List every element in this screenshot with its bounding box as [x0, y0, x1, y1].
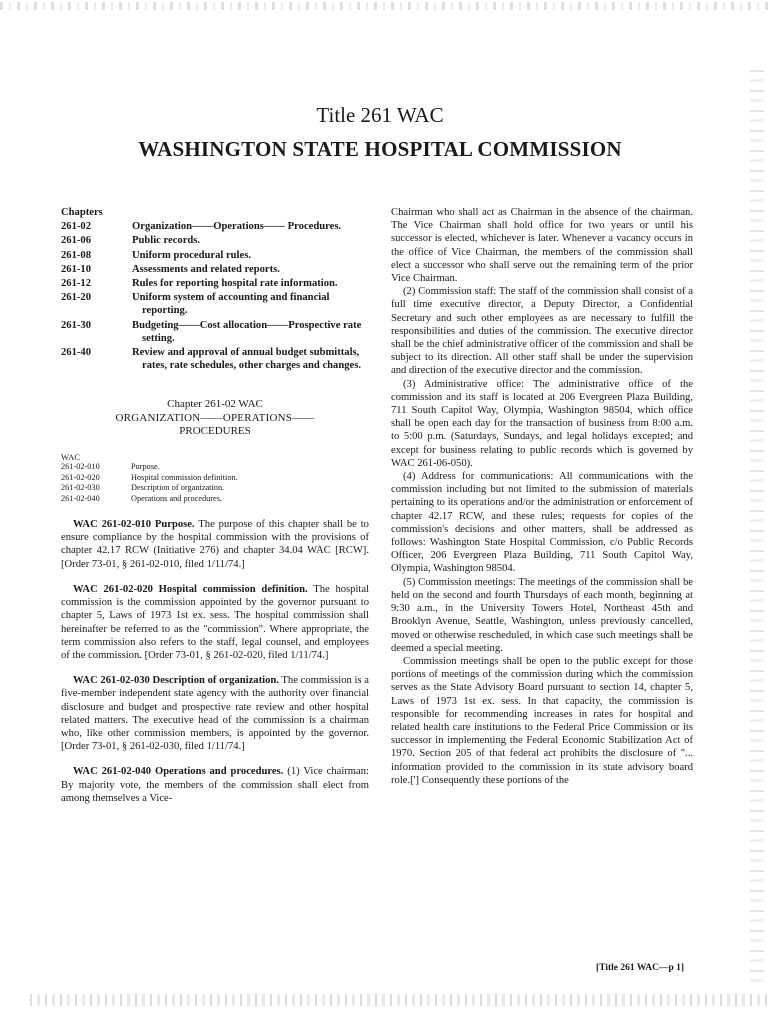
- section-text: The purpose of this chapter shall be to ensure compliance by the hospital commission with the provisions of chapter 42.17 RCW (Initiative 276) and chapter 34.04 WAC [RCW]. [Order 73-01, § 261-02-010, filed 1/11/74.]: [61, 519, 369, 570]
- toc-title: Description of organization.: [131, 483, 225, 493]
- toc-row: [61, 462, 369, 472]
- chapter-title: Public records.: [132, 235, 201, 247]
- chapter-title: Budgeting——Cost allocation——Prospective rate setting.: [132, 319, 362, 344]
- chapter-row: [61, 291, 369, 317]
- chapter-row: [61, 319, 369, 345]
- toc-number: 261-02-040: [61, 493, 100, 503]
- chapter-title: Organization——Operations—— Procedures.: [132, 221, 342, 233]
- chapter-row: [61, 234, 369, 247]
- chapter-row: [61, 277, 369, 290]
- toc-title: Operations and procedures.: [131, 493, 223, 503]
- toc-number: 261-02-030: [61, 483, 100, 493]
- chapter-heading-line-1: Chapter 261-02 WAC: [167, 398, 263, 411]
- section-id: WAC 261-02-030 Description of organization.: [73, 675, 279, 687]
- section-text: The commission is a five-member independent state agency with the authority over financial disclosure and budget and prospective rate review and other hospital related matters. The executive head of the commission is a chairman who, like other commission members, is appointed by the governor. [Order 73-01, § 261-02-030, filed 1/11/74.]: [61, 675, 369, 753]
- chapter-row: [61, 346, 369, 372]
- title-line-2: WASHINGTON STATE HOSPITAL COMMISSION: [138, 137, 622, 161]
- title-line-1: Title 261 WAC: [316, 103, 444, 127]
- chapter-number: 261-12: [61, 278, 92, 290]
- chapter-title: Review and approval of annual budget submittals, rates, rate schedules, other charges and changes.: [132, 347, 362, 372]
- chapter-number: 261-02: [61, 221, 92, 233]
- body-paragraph: (5) Commission meetings: The meetings of the commission shall be held on the second and fourth Thursdays of each month, beginning at 9:30 a.m., in the University Towers Hotel, Northeast 45th and Brooklyn Avenue, Seattle, Washington, unless previously cancelled, moved or otherwise rescheduled, in which case such meetings shall be deemed a special meeting.: [391, 576, 693, 654]
- scan-artifact-top: [0, 2, 770, 10]
- chapter-title: Assessments and related reports.: [132, 263, 280, 275]
- left-column: [61, 206, 369, 805]
- toc-number: 261-02-020: [61, 472, 100, 482]
- chapter-number: 261-06: [61, 235, 92, 247]
- section-paragraph: [61, 518, 369, 571]
- toc-heading: WAC: [61, 452, 81, 463]
- section-text: The hospital commission is the commission appointed by the governor pursuant to chapter 5, Laws of 1973 1st ex. sess. The hospital commission shall hereinafter be referred to as the "commission". Where appropriate, the term commission also refers to the staff, legal counsel, and employees of the commission. [Order 73-01, § 261-02-020, filed 1/11/74.]: [61, 583, 370, 661]
- chapter-row: [61, 249, 369, 262]
- chapter-heading-line-2: ORGANIZATION——OPERATIONS——: [115, 411, 315, 424]
- chapters-list: [61, 220, 369, 372]
- chapter-number: 261-20: [61, 292, 92, 304]
- chapter-row: [61, 220, 369, 233]
- toc-number: 261-02-010: [61, 462, 100, 472]
- right-column: [391, 206, 693, 787]
- body-paragraph: (4) Address for communications: All communications with the commission including but not limited to the submission of materials pertaining to its operations and/or the administration or enforcement of chapter 42.17 RCW, and these rules; requests for copies of the commission's decisions and other matters, shall be addressed as follows: Washington State Hospital Commission, c/o Public Records Officer, 206 Evergreen Plaza Building, 711 South Capitol Way, Olympia, Washington 98504.: [391, 471, 693, 575]
- chapter-number: 261-30: [61, 319, 92, 331]
- section-paragraph: [61, 674, 369, 753]
- chapter-row: [61, 263, 369, 276]
- chapters-heading: Chapters: [61, 207, 103, 218]
- toc-row: [61, 473, 369, 483]
- page-footer: [Title 261 WAC—p 1]: [596, 963, 685, 973]
- body-paragraph: Commission meetings shall be open to the public except for those portions of meetings of the commission during which the commission serves as the State Advisory Board pursuant to section 14, chapter 5, Laws of 1973 1st ex. sess. In that capacity, the commission is responsible for recommending increases in rates for hospital and related health care institutions to the Federal Price Commission or its successor in implementing the Federal Economic Stabilization Act of 1970. Section 205 of that federal act prohibits the disclosure of "... information provided to the commission in its state advisory board role.['] Consequently these portions of the: [391, 655, 693, 786]
- chapter-number: 261-08: [61, 249, 92, 261]
- chapter-title: Uniform procedural rules.: [132, 249, 251, 261]
- chapter-heading-line-3: PROCEDURES: [179, 424, 251, 437]
- section-paragraph: [61, 583, 369, 662]
- scan-artifact-right: [750, 70, 764, 990]
- chapter-title: Rules for reporting hospital rate information.: [132, 278, 338, 290]
- section-toc: [61, 452, 369, 504]
- section-text: (1) Vice chairman: By majority vote, the members of the commission shall elect from among themselves a Vice-: [61, 766, 369, 804]
- page-title: [0, 102, 760, 162]
- toc-title: Purpose.: [131, 462, 160, 472]
- section-id: WAC 261-02-040 Operations and procedures.: [73, 766, 284, 778]
- body-paragraph: (3) Administrative office: The administrative office of the commission and its staff is located at 206 Evergreen Plaza Building, 711 South Capitol Way, Olympia, Washington 98504, which office shall be open each day for the transaction of business from 8:00 a.m. to 5:00 p.m. (Saturdays, Sundays, and legal holidays excepted; and except for business relating to public records which is governed by WAC 261-06-050).: [391, 378, 693, 469]
- chapter-heading: [61, 398, 369, 438]
- toc-row: [61, 494, 369, 504]
- chapter-title: Uniform system of accounting and financial reporting.: [132, 292, 330, 317]
- body-paragraph: (2) Commission staff: The staff of the commission shall consist of a full time executive director, a Deputy Director, a Confidential Secretary and such other employees as are necessary to fulfill the responsibilities and duties of the commission. The executive director shall be the chief administrative officer of the commission and shall be subject to its direction. All other staff shall be under the supervision and direction of the executive director and the commission.: [391, 286, 693, 377]
- section-paragraph: [61, 765, 369, 805]
- toc-row: [61, 483, 369, 493]
- section-id: WAC 261-02-020 Hospital commission definition.: [73, 583, 308, 595]
- section-id: WAC 261-02-010 Purpose.: [73, 519, 195, 531]
- body-paragraph: Chairman who shall act as Chairman in the absence of the chairman. The Vice Chairman shall hold office for two years or until his successor is elected, whichever is later. Whenever a vacancy occurs in the office of Vice Chairman, the members of the commission shall elect a successor who shall serve out the remaining term of the prior Vice Chairman.: [391, 207, 693, 285]
- chapter-number: 261-40: [61, 347, 92, 359]
- scan-artifact-bottom: [30, 994, 770, 1006]
- chapter-number: 261-10: [61, 263, 92, 275]
- toc-title: Hospital commission definition.: [131, 472, 238, 482]
